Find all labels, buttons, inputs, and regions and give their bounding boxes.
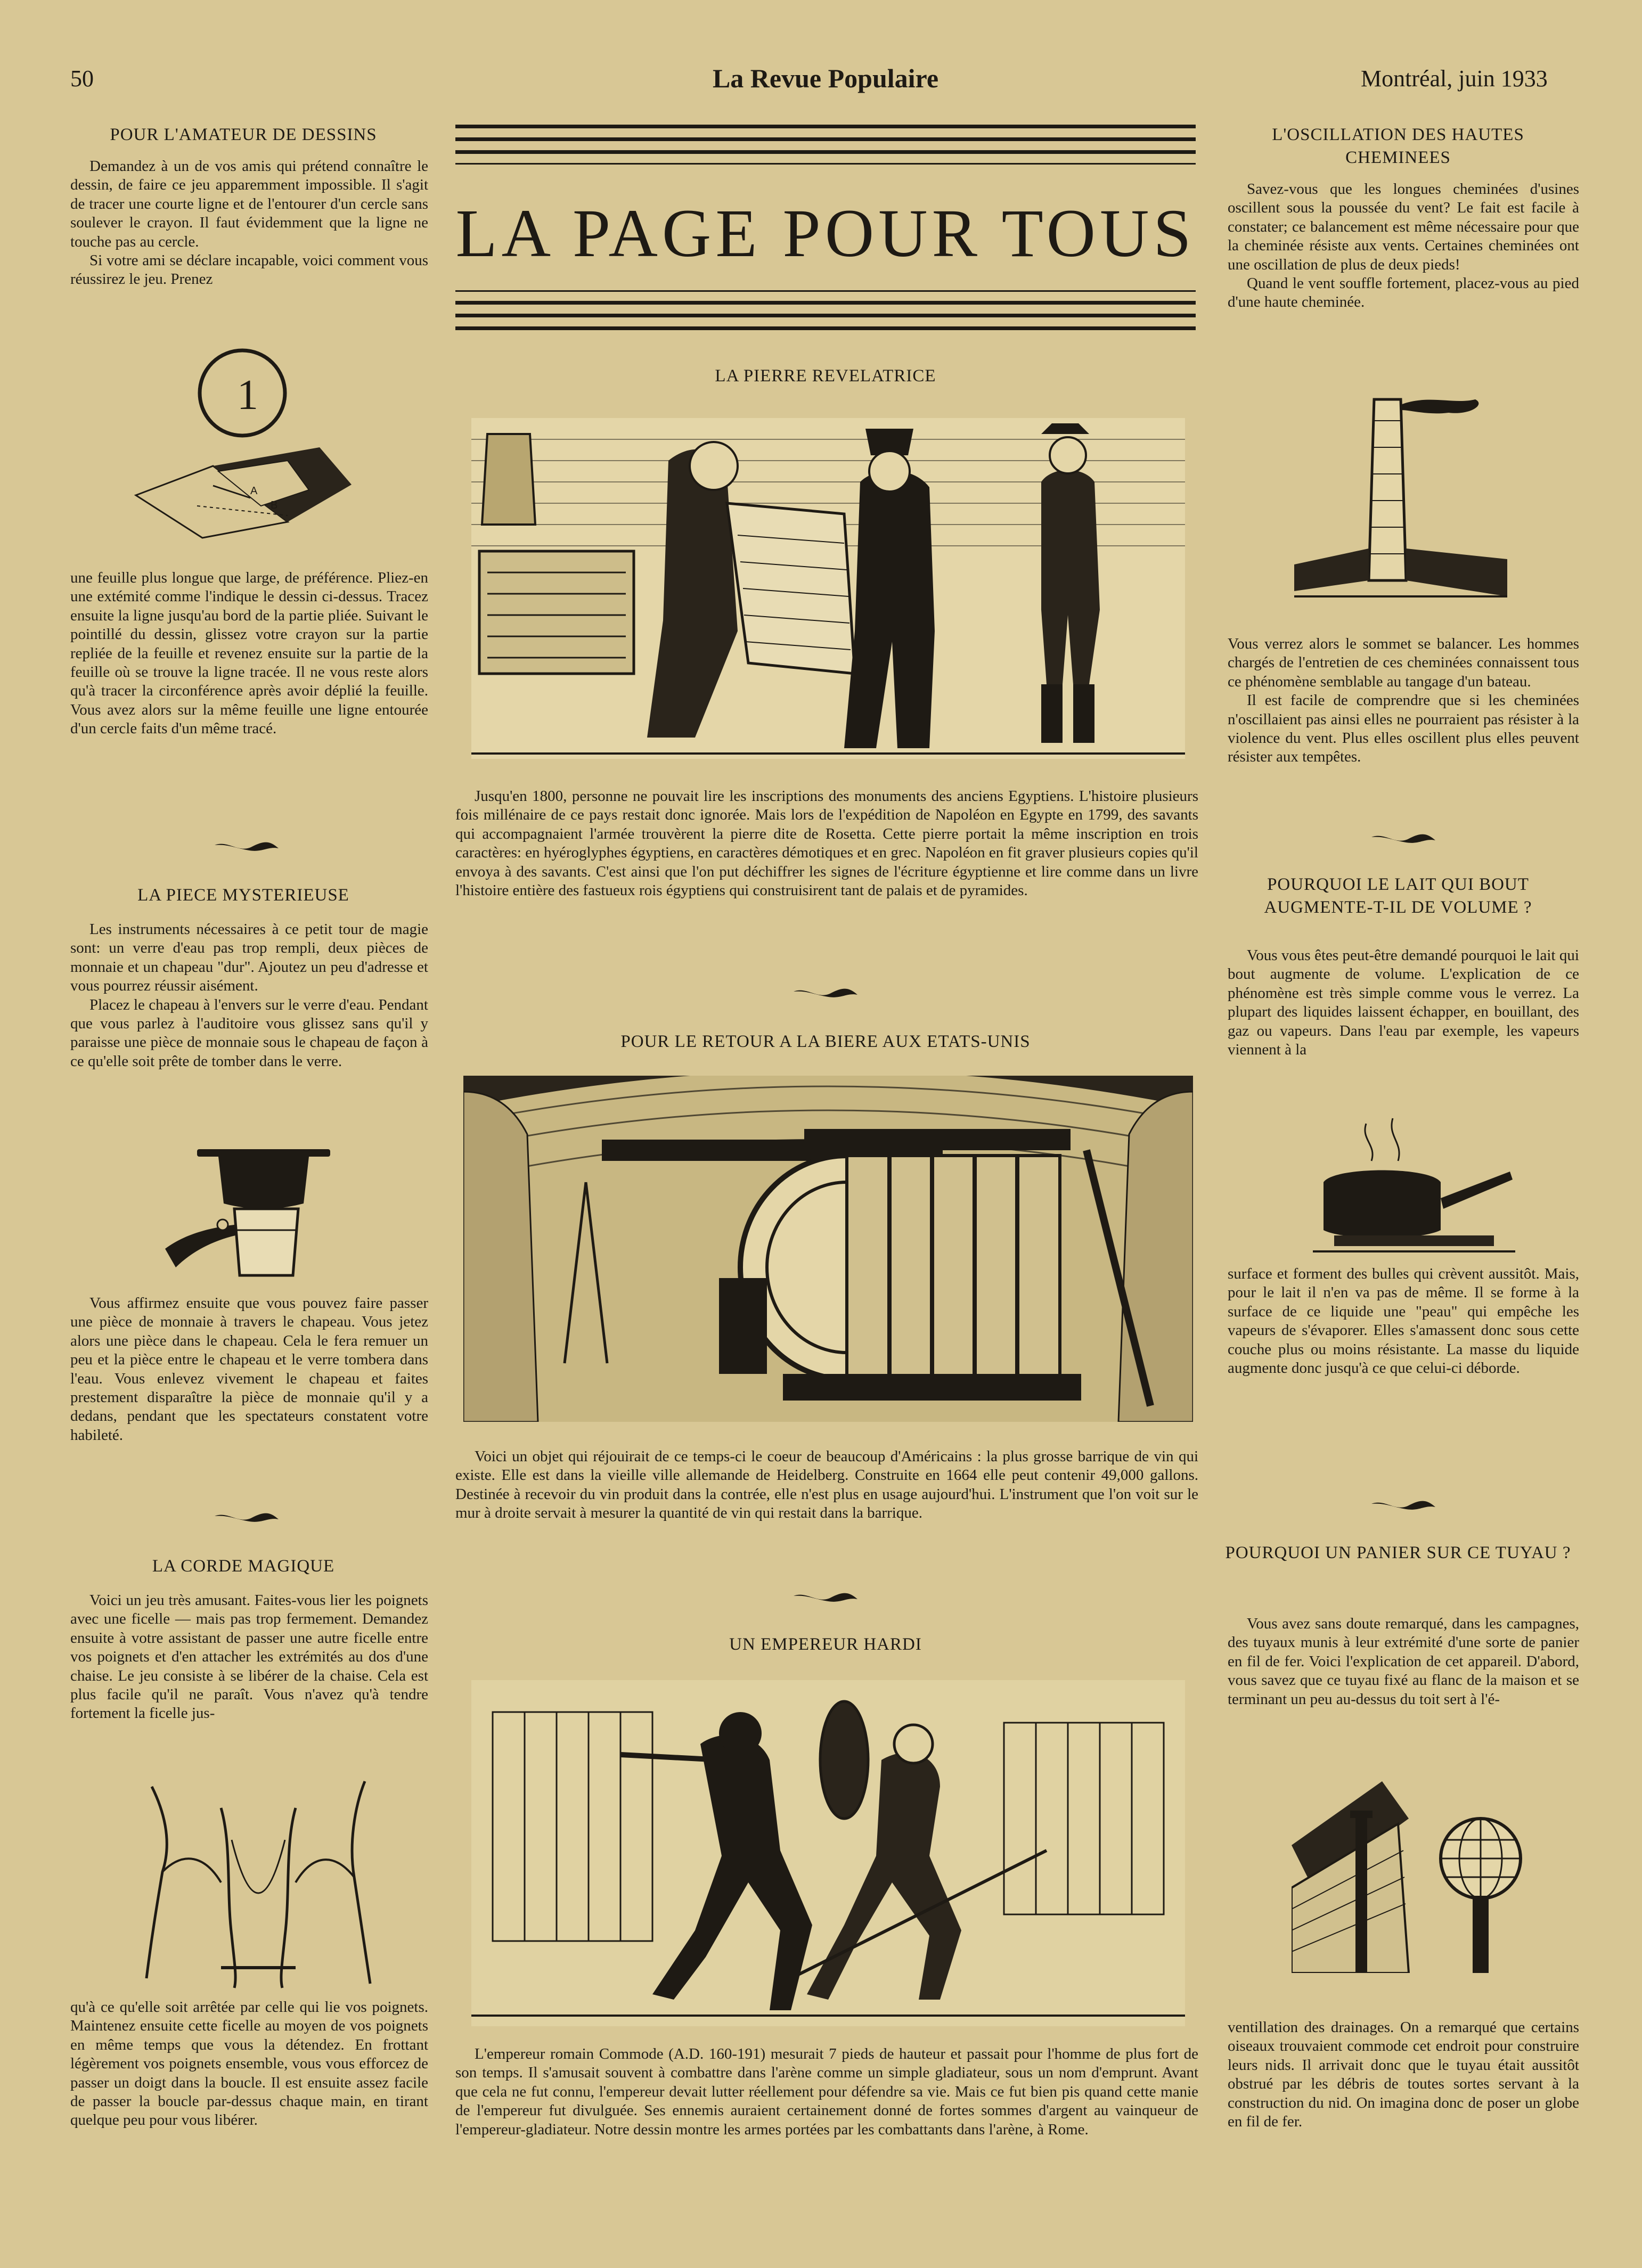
banner-rule [455, 314, 1196, 317]
section-ornament [1369, 1497, 1438, 1513]
paragraph: surface et forment des bulles qui crèvent aussitôt. Mais, pour le lait il n'en va pas de même. Il se forme à la surface de ce liquide une "peau" qui empêche les vapeurs de s'évaporer. Elles s'amassent donc sous cette couche plus ou moins résistante. La masse du liquide augmente donc jusqu'à ce que celui-ci déborde. [1228, 1265, 1579, 1377]
article-body-oscillation-top [1228, 180, 1579, 312]
paragraph: Quand le vent souffle fortement, placez-vous au pied d'une haute cheminée. [1228, 274, 1579, 311]
article-title-lait: POURQUOI LE LAIT QUI BOUT AUGMENTE-T-IL DE VOLUME ? [1264, 875, 1532, 917]
banner-rule [455, 163, 1196, 165]
section-ornament [212, 1510, 281, 1526]
paragraph: Voici un objet qui réjouirait de ce temps-ci le coeur de beaucoup d'Américains : la plus grosse barrique de vin qui existe. Elle est dans la vieille ville allemande de Heidelberg. Construite en 1664 elle peut contenir 49,000 gallons. Destinée à recevoir du vin produit dans la contrée, elle n'est plus en usage aujourd'hui. L'instrument que l'on voit sur le mur à droite servait à mesurer la quantité de vin qui restait dans la barrique. [455, 1448, 1198, 1522]
publication-title: La Revue Populaire [712, 63, 939, 93]
article-body-panier-bottom [1228, 2018, 1579, 2131]
paragraph: Vous verrez alors le sommet se balancer. Les hommes chargés de l'entretien de ces cheminées connaissent tous ce phénomène semblable au tangage d'un bateau. [1228, 635, 1579, 690]
paragraph: ventillation des drainages. On a remarqué que certains oiseaux trouvaient commode cet endroit pour construire leurs nids. Il arrivait donc que le tuyau était aussitôt obstrué par les débris de toutes sortes servant à la construction du nid. On imagina donc de poser un globe en fil de fer. [1228, 2019, 1579, 2130]
paragraph: Les instruments nécessaires à ce petit tour de magie sont: un verre d'eau pas trop rempli, deux pièces de monnaie et un chapeau "dur". Ajoutez un peu d'adresse et vous pourrez réussir aisément. [70, 921, 428, 995]
figure-label-a: A [250, 485, 258, 497]
article-body-lait-bottom [1228, 1265, 1579, 1378]
boiling-milk-pan-illustration [1313, 1113, 1515, 1262]
paragraph: Demandez à un de vos amis qui prétend connaître le dessin, de faire ce jeu apparemment impossible. Il s'agit de tracer une courte ligne et de l'entourer d'un cercle sans soulever le crayon. Il faut évidemment que la ligne ne touche pas au cercle. [70, 158, 428, 250]
tied-hands-illustration [141, 1776, 375, 1989]
gladiators-illustration [471, 1680, 1185, 2026]
paragraph: Placez le chapeau à l'envers sur le verre d'eau. Pendant que vous parlez à l'auditoire vous glissez sans qu'il y paraisse une pièce de monnaie sous le chapeau de façon à ce qu'elle soit prête de tomber dans le verre. [70, 996, 428, 1070]
paragraph: une feuille plus longue que large, de préférence. Pliez-en une extémité comme l'indique le dessin ci-dessus. Tracez ensuite la ligne jusqu'au bord de la partie pliée. Suivant le pointillé du dessin, glissez votre crayon sur la partie repliée de la feuille et revenez ensuite sur la partie de la feuille où se trouve la ligne tracée. Il ne vous reste alors qu'à tracer la circonférence après avoir déplié la feuille. Vous avez alors sur la même feuille une ligne entourée d'un cercle faits d'un même tracé. [70, 569, 428, 737]
banner-rule [455, 290, 1196, 292]
article-body-amateur-bottom [70, 569, 428, 738]
article-title-amateur: POUR L'AMATEUR DE DESSINS [110, 125, 377, 144]
article-body-oscillation-bottom [1228, 635, 1579, 767]
section-ornament [791, 985, 860, 1001]
article-title-empereur: UN EMPEREUR HARDI [729, 1635, 922, 1654]
paragraph: Vous vous êtes peut-être demandé pourquoi le lait qui bout augmente de volume. L'explication de ce phénomène est très simple comme vous le verrez. La plupart des liquides laissent échapper, en bouillant, des gaz ou vapeurs. Dans l'eau par exemple, les vapeurs viennent à la [1228, 947, 1579, 1058]
paragraph: qu'à ce qu'elle soit arrêtée par celle qui lie vos poignets. Maintenez ensuite cette ficelle au moyen de vos poignets en même temps que vous la détendez. En frottant légèrement vos poignets ensemble, vous vous efforcez de passer un doigt dans la boucle. Il est ensuite assez facile de passer la boucle par-dessus chaque main, en tirant quelque peu pour vous libérer. [70, 1999, 428, 2129]
article-body-piece-bottom [70, 1294, 428, 1445]
article-body-corde-top [70, 1591, 428, 1723]
folded-paper-illustration [128, 346, 352, 543]
article-body-corde-bottom [70, 1998, 428, 2130]
figure-number: 1 [237, 372, 258, 419]
article-title-biere: POUR LE RETOUR A LA BIERE AUX ETATS-UNIS [620, 1032, 1031, 1051]
paragraph: Si votre ami se déclare incapable, voici comment vous réussirez le jeu. Prenez [70, 251, 428, 288]
article-body-piece-top [70, 920, 428, 1071]
article-title-corde: LA CORDE MAGIQUE [152, 1557, 335, 1576]
factory-chimney-illustration [1294, 389, 1507, 602]
figure-label-b: B [271, 500, 278, 511]
article-body-empereur [455, 2045, 1198, 2139]
heidelberg-barrel-illustration [463, 1076, 1193, 1422]
paragraph: Il est facile de comprendre que si les cheminées n'oscillaient pas ainsi elles ne pourraient pas résister à la violence du vent. Plus elles oscillent plus elles peuvent résister aux tempêtes. [1228, 692, 1579, 766]
article-title-oscillation: L'OSCILLATION DES HAUTES CHEMINEES [1272, 125, 1524, 167]
article-title-piece: LA PIECE MYSTERIEUSE [137, 886, 349, 905]
paragraph: Vous avez sans doute remarqué, dans les campagnes, des tuyaux munis à leur extrémité d'une sorte de panier en fil de fer. Voici l'explication de cet appareil. D'abord, vous savez que ce tuyau fixé au flanc de la maison et se terminant un peu au-dessus du toit sert à l'é- [1228, 1615, 1579, 1708]
banner-rule [455, 150, 1196, 154]
paragraph: L'empereur romain Commode (A.D. 160-191) mesurait 7 pieds de hauteur et passait pour l'homme de plus fort de son temps. Il s'amusait souvent à combattre dans l'arène comme un simple gladiateur, sous un nom d'emprunt. Avant que cela ne fut connu, l'empereur devait lutter réellement pour défendre sa vie. Mais ce fut bien pis quand cette manie de l'empereur fut divulguée. Ses ennemis auraient certainement donné de fortes sommes d'argent au vainqueur de l'empereur-gladiateur. Notre dessin montre les armes portées par les combattants dans l'arène, à Rome. [455, 2045, 1198, 2138]
section-ornament [1369, 831, 1438, 847]
page-banner-title: LA PAGE POUR TOUS [455, 195, 1196, 271]
section-ornament [212, 839, 281, 855]
paragraph: Jusqu'en 1800, personne ne pouvait lire les inscriptions des monuments des anciens Egyptiens. L'histoire plusieurs fois millénaire de ce pays restait donc ignorée. Mais lors de l'expédition de Napoléon en Egypte en 1799, des savants qui accompagnaient l'armée trouvèrent la pierre dite de Rosetta. Cette pierre portait la même inscription en trois caractères: en hyéroglyphes égyptiens, en caractères démotiques et en grec. Napoléon en fit graver plusieurs copies qu'il envoya à des savants. C'est ainsi que l'on put déchiffrer les signes de l'écriture égyptienne et lire comme dans un livre l'histoire entière des fastueux rois égyptiens qui construisirent tant de palais et de pyramides. [455, 788, 1198, 899]
paragraph: Vous affirmez ensuite que vous pouvez faire passer une pièce de monnaie à travers le chapeau. Vous jetez alors une pièce dans le chapeau. Cela le fera remuer un peu et la pièce entre le chapeau et le verre tombera dans l'eau. Vous enlevez vivement le chapeau et faites prestement disparaître la pièce de monnaie qu'il y a dedans, pendant que les spectateurs constatent votre habileté. [70, 1295, 428, 1444]
paragraph: Voici un jeu très amusant. Faites-vous lier les poignets avec une ficelle — mais pas trop fermement. Demandez ensuite à votre assistant de passer une autre ficelle entre vos poignets et d'en attacher les extrémités au dos d'une chaise. Le jeu consiste à se libérer de la chaise. Cela est plus facile qu'il ne paraît. Vous n'avez qu'à tendre fortement la ficelle jus- [70, 1592, 428, 1722]
pipe-with-basket-illustration [1292, 1781, 1537, 1973]
paragraph: Savez-vous que les longues cheminées d'usines oscillent sous la poussée du vent? Le fait est facile à constater; ce balancement est même nécessaire pour que la cheminée résiste aux vents. Certaines cheminées ont une oscillation de plus de deux pieds! [1228, 181, 1579, 273]
article-body-biere [455, 1447, 1198, 1523]
banner-rule [455, 301, 1196, 305]
banner-rule [455, 125, 1196, 128]
dateline: Montréal, juin 1933 [1361, 65, 1548, 92]
section-ornament [791, 1590, 860, 1606]
article-body-pierre [455, 787, 1198, 900]
banner-rule [455, 137, 1196, 141]
banner-rule [455, 326, 1196, 330]
article-body-panier-top [1228, 1615, 1579, 1709]
rosetta-stone-illustration [471, 418, 1185, 759]
hat-and-glass-illustration [154, 1145, 336, 1283]
page-number: 50 [70, 65, 94, 92]
article-title-panier: POURQUOI UN PANIER SUR CE TUYAU ? [1225, 1543, 1571, 1562]
article-title-pierre: LA PIERRE REVELATRICE [715, 366, 936, 386]
article-body-amateur-top [70, 157, 428, 289]
article-body-lait-top [1228, 946, 1579, 1059]
